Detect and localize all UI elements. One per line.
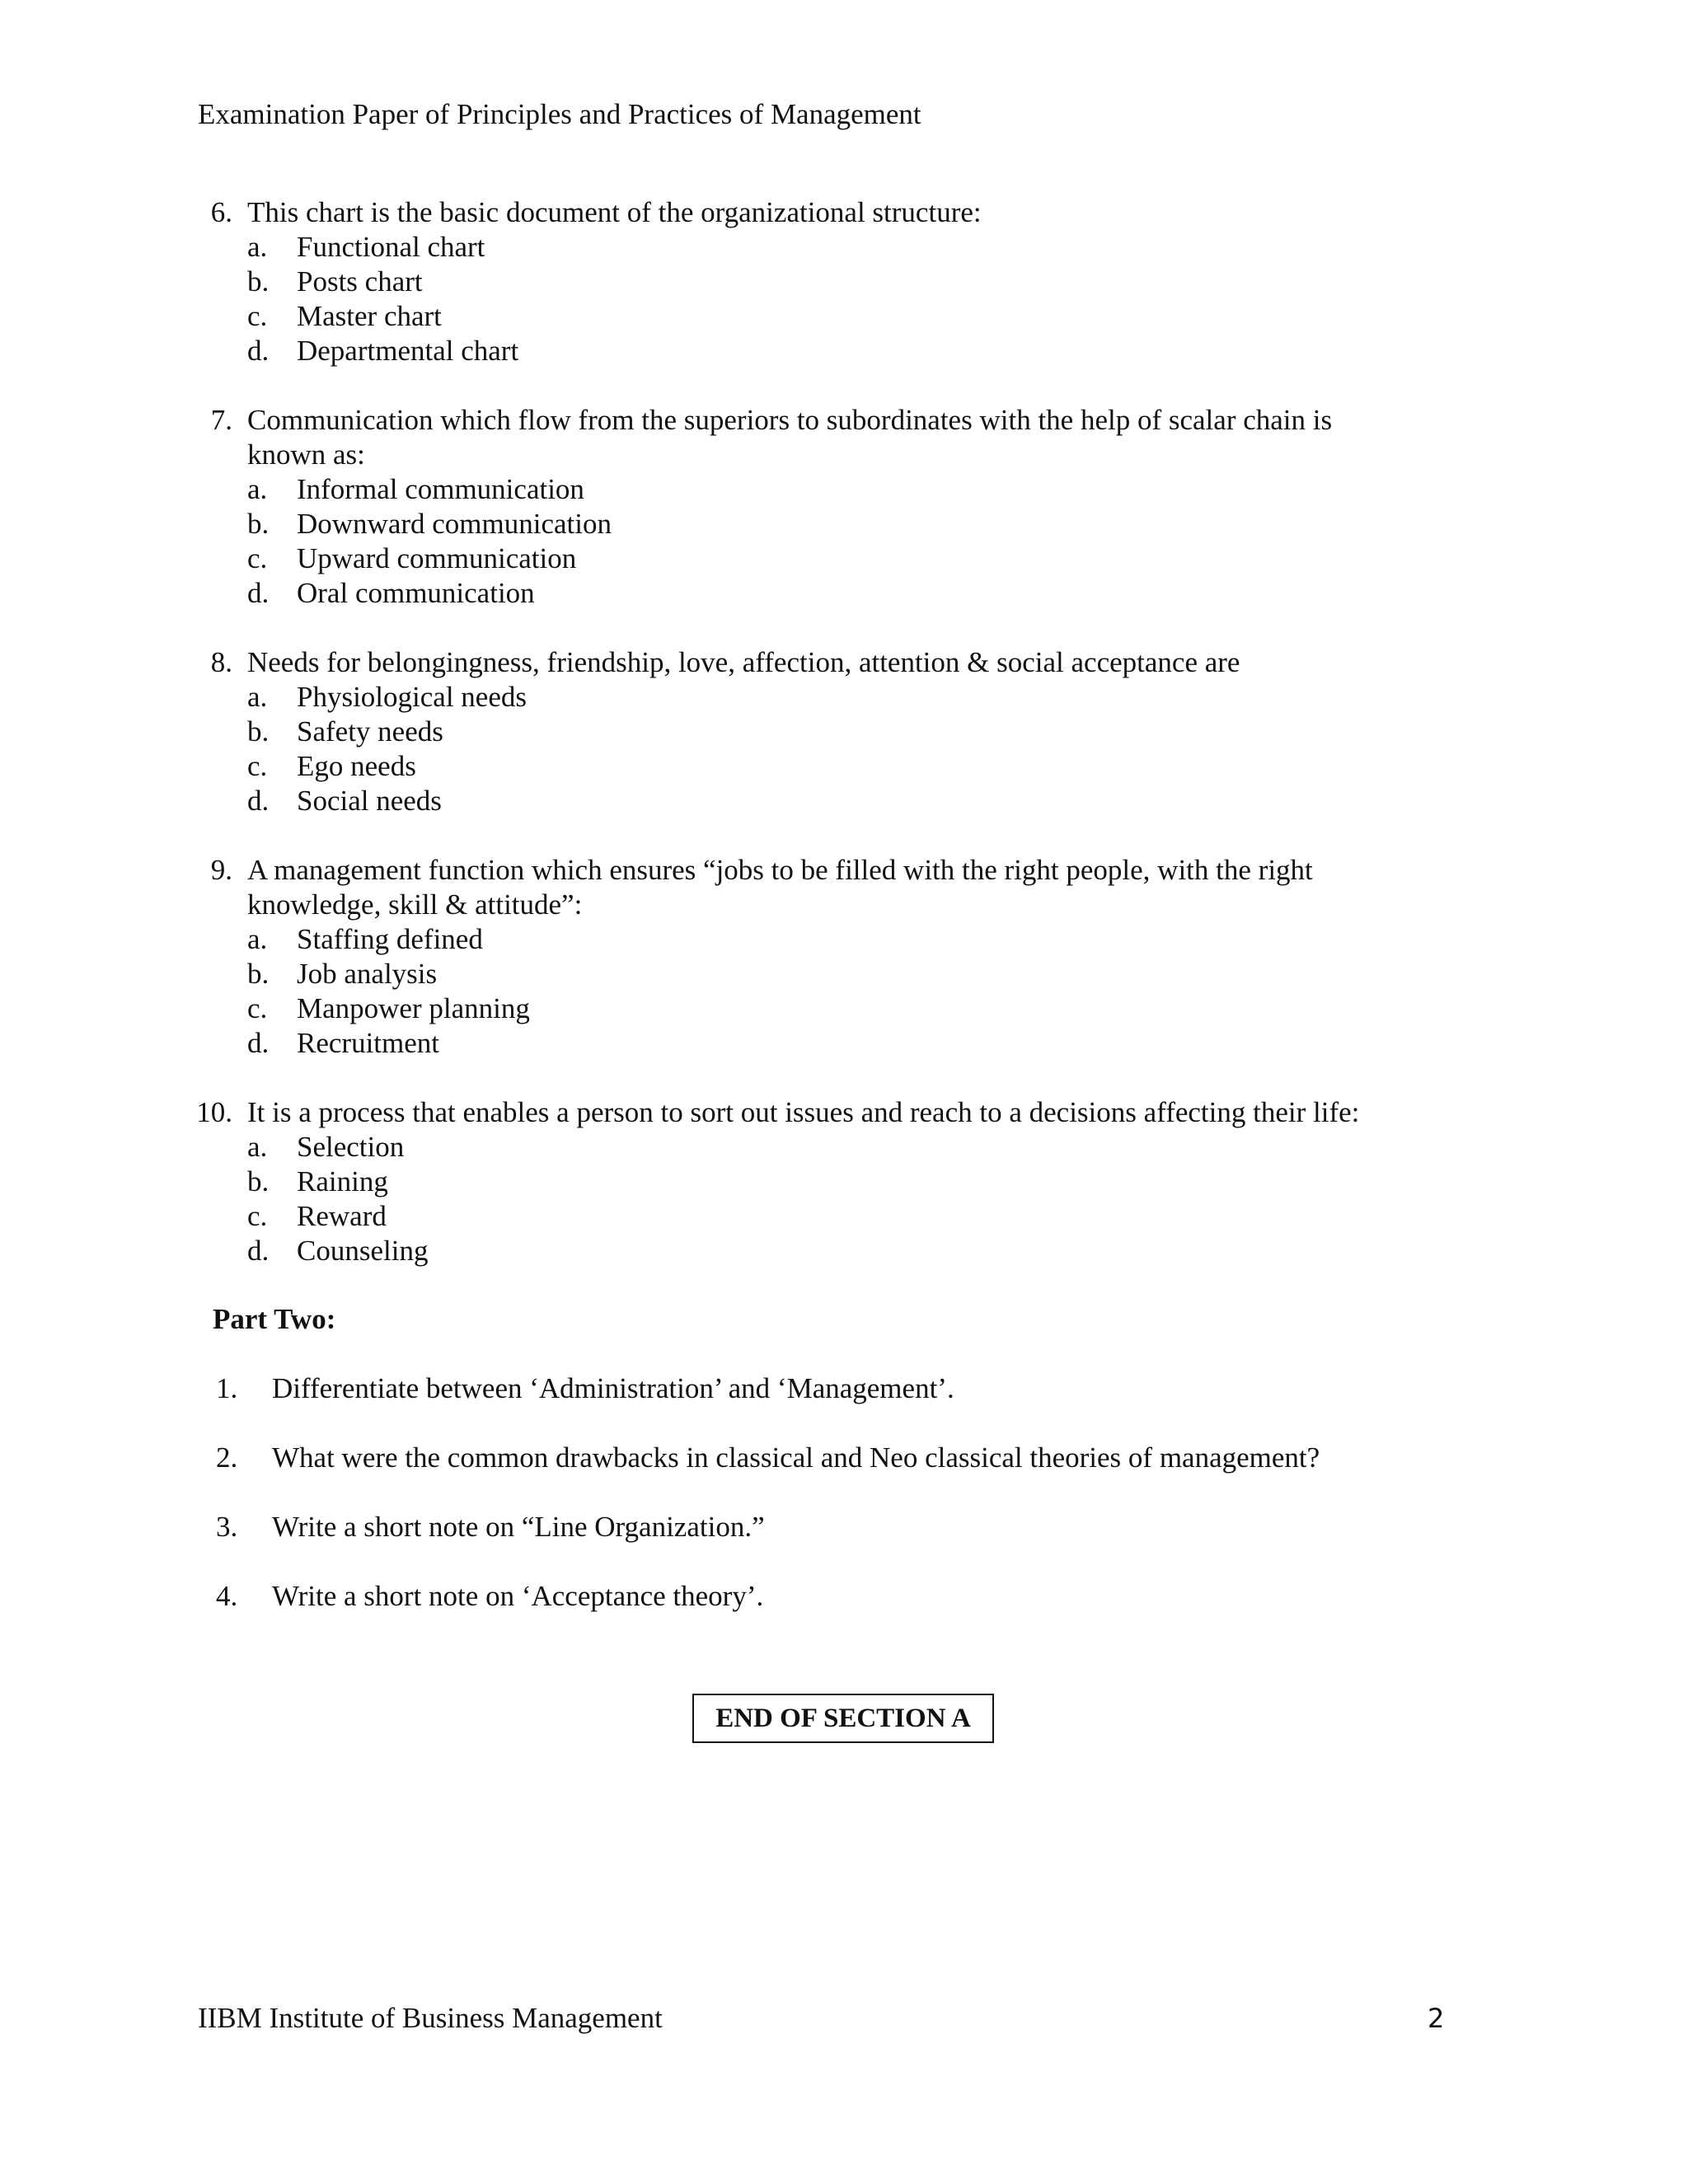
question-line <box>210 853 1492 888</box>
question-line <box>210 195 1492 230</box>
page-header: Examination Paper of Principles and Practices of Management <box>198 98 921 130</box>
question-6 <box>210 195 1492 368</box>
option-item <box>247 715 1492 749</box>
question-text-continued: known as: <box>247 438 365 471</box>
question-list <box>196 195 1492 1303</box>
option-text: Counseling <box>297 1235 429 1267</box>
question-text: This chart is the basic document of the organizational structure: <box>247 196 982 228</box>
option-letter: c. <box>247 1200 268 1232</box>
option-letter: c. <box>247 542 268 574</box>
option-text: Safety needs <box>297 715 443 748</box>
option-item <box>247 784 1492 818</box>
option-item <box>247 1165 1492 1199</box>
part-two-number: 3. <box>216 1511 238 1543</box>
option-text: Physiological needs <box>297 681 527 713</box>
option-item <box>247 680 1492 715</box>
option-letter: b. <box>247 508 270 540</box>
option-letter: d. <box>247 785 270 817</box>
option-list <box>239 1130 1492 1268</box>
option-list <box>239 472 1492 611</box>
option-item <box>247 991 1492 1026</box>
question-number: 8. <box>210 646 232 678</box>
question-number-spacer <box>190 438 247 472</box>
question-text: A management function which ensures “jobs to be filled with the right people, with the right <box>247 854 1313 886</box>
question-text: Communication which flow from the superiors to subordinates with the help of scalar chain is <box>247 404 1333 436</box>
part-two-text: What were the common drawbacks in classical and Neo classical theories of management? <box>272 1441 1320 1474</box>
part-two-number: 2. <box>216 1441 238 1474</box>
question-number: 6. <box>210 196 232 228</box>
option-item <box>247 576 1492 611</box>
option-text: Departmental chart <box>297 335 519 367</box>
question-number: 7. <box>210 404 232 436</box>
question-line <box>210 645 1492 680</box>
option-letter: a. <box>247 923 268 955</box>
option-text: Ego needs <box>297 750 416 782</box>
option-letter: d. <box>247 1027 270 1059</box>
option-item <box>247 1199 1492 1234</box>
question-text: It is a process that enables a person to sort out issues and reach to a decisions affecting their life: <box>247 1096 1360 1128</box>
option-list <box>239 230 1492 368</box>
part-two-item <box>216 1371 1502 1406</box>
question-text-continued: knowledge, skill & attitude”: <box>247 888 583 921</box>
part-two-heading: Part Two: <box>213 1303 336 1335</box>
option-text: Informal communication <box>297 473 584 505</box>
option-letter: b. <box>247 1165 270 1197</box>
part-two-number: 4. <box>216 1580 238 1612</box>
option-text: Manpower planning <box>297 992 530 1024</box>
option-text: Posts chart <box>297 265 423 298</box>
question-line <box>210 403 1492 438</box>
question-text: Needs for belongingness, friendship, love, affection, attention & social acceptance are <box>247 646 1240 678</box>
option-item <box>247 472 1492 507</box>
part-two-list <box>216 1371 1502 1648</box>
option-letter: d. <box>247 1235 270 1267</box>
option-text: Selection <box>297 1131 405 1163</box>
option-text: Master chart <box>297 300 442 332</box>
end-of-section-box: END OF SECTION A <box>692 1694 994 1743</box>
option-item <box>247 265 1492 299</box>
question-number: 9. <box>210 854 232 886</box>
question-line <box>239 888 1492 922</box>
option-letter: a. <box>247 231 268 263</box>
option-text: Recruitment <box>297 1027 440 1059</box>
question-8 <box>210 645 1492 818</box>
option-text: Oral communication <box>297 577 535 609</box>
question-7 <box>210 403 1492 611</box>
option-letter: b. <box>247 958 270 990</box>
option-item <box>247 922 1492 957</box>
part-two-text: Write a short note on “Line Organization.” <box>272 1511 765 1543</box>
option-item <box>247 1234 1492 1268</box>
question-number-spacer <box>190 888 247 922</box>
part-two-item <box>216 1510 1502 1544</box>
question-number: 10. <box>196 1096 232 1128</box>
option-item <box>247 230 1492 265</box>
option-text: Functional chart <box>297 231 485 263</box>
option-item <box>247 957 1492 991</box>
option-text: Downward communication <box>297 508 612 540</box>
option-letter: c. <box>247 992 268 1024</box>
option-letter: a. <box>247 473 268 505</box>
option-list <box>239 680 1492 818</box>
page-number: 2 <box>1428 2003 1445 2034</box>
option-text: Reward <box>297 1200 387 1232</box>
option-list <box>239 922 1492 1061</box>
option-item <box>247 749 1492 784</box>
option-item <box>247 1130 1492 1165</box>
option-letter: a. <box>247 681 268 713</box>
question-line <box>239 438 1492 472</box>
part-two-item <box>216 1579 1502 1614</box>
option-item <box>247 334 1492 368</box>
option-letter: d. <box>247 577 270 609</box>
option-text: Staffing defined <box>297 923 483 955</box>
option-text: Upward communication <box>297 542 577 574</box>
question-line <box>196 1095 1492 1130</box>
part-two-text: Differentiate between ‘Administration’ and ‘Management’. <box>272 1372 954 1404</box>
question-9 <box>210 853 1492 1061</box>
question-10 <box>196 1095 1492 1268</box>
option-item <box>247 299 1492 334</box>
option-letter: b. <box>247 715 270 748</box>
option-letter: c. <box>247 300 268 332</box>
part-two-item <box>216 1441 1502 1475</box>
option-item <box>247 541 1492 576</box>
option-letter: d. <box>247 335 270 367</box>
option-text: Social needs <box>297 785 442 817</box>
option-letter: c. <box>247 750 268 782</box>
option-item <box>247 507 1492 541</box>
option-letter: b. <box>247 265 270 298</box>
option-text: Raining <box>297 1165 388 1197</box>
option-letter: a. <box>247 1131 268 1163</box>
option-text: Job analysis <box>297 958 438 990</box>
part-two-text: Write a short note on ‘Acceptance theory’. <box>272 1580 764 1612</box>
option-item <box>247 1026 1492 1061</box>
part-two-number: 1. <box>216 1372 238 1404</box>
footer-institute: IIBM Institute of Business Management <box>198 2002 663 2034</box>
